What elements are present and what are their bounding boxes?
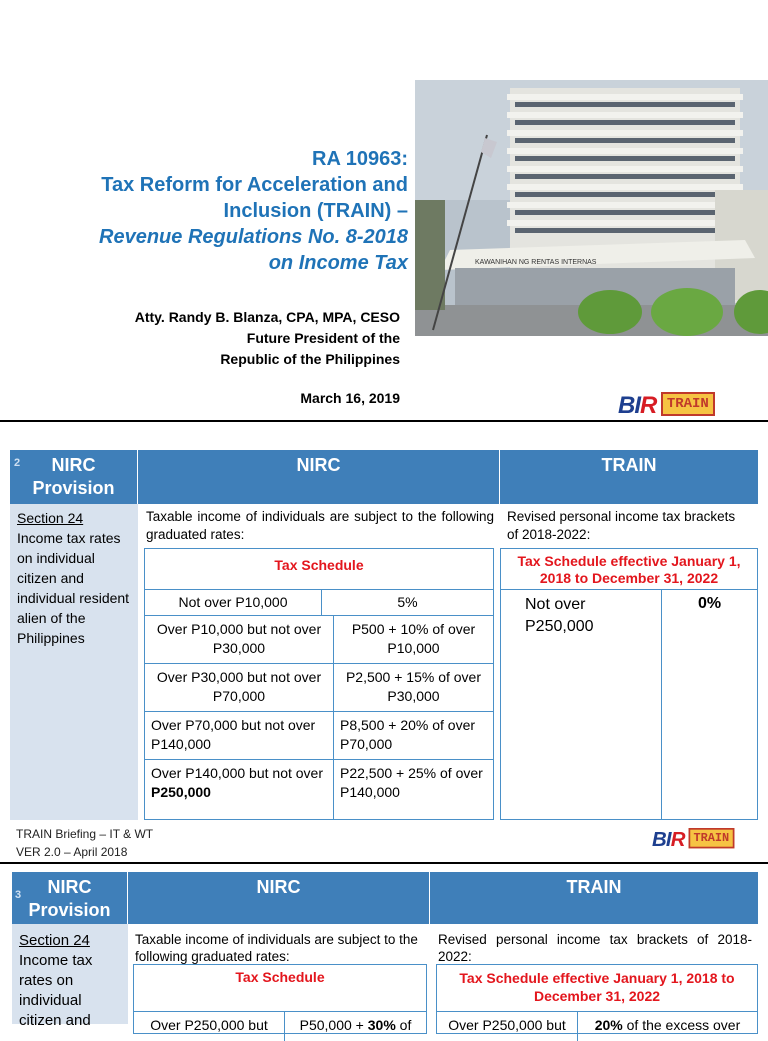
rate-cell: 0%	[697, 595, 722, 612]
rate-text: of the excess over	[622, 1017, 741, 1033]
slide2-header-provision	[10, 450, 138, 504]
slide2-section-label: Section 24	[17, 510, 84, 526]
table-row	[134, 1011, 426, 1041]
table-row	[145, 589, 493, 615]
author-block	[135, 307, 400, 370]
slide3-train-schedule-title: Tax Schedule effective January 1, 2018 to December 31, 2022	[459, 970, 735, 1004]
slide3-header-nirc	[128, 872, 430, 924]
slide3-number: 3	[15, 889, 22, 901]
bir-train-logo	[618, 392, 715, 422]
rate-text-suffix: of	[395, 1017, 412, 1033]
slide3-section-label: Section 24	[19, 932, 90, 949]
bir-letter-i: I	[634, 392, 641, 419]
author-name: Atty. Randy B. Blanza, CPA, MPA, CESO	[134, 309, 400, 325]
slide3-header-train-label: TRAIN	[566, 877, 622, 897]
bracket-cell: Not over P250,000	[501, 590, 662, 819]
rate-bold-percent: 20%	[594, 1017, 623, 1033]
bir-letter-i: I	[665, 828, 671, 851]
rate-cell: P22,500 + 25% of over P140,000	[340, 765, 483, 800]
bracket-cell: Over P10,000 but not over P30,000	[145, 616, 334, 663]
bracket-text: Over P140,000 but not over	[151, 765, 323, 781]
slide2-header-train	[500, 450, 758, 504]
bir-logo	[618, 392, 656, 419]
bracket-cell: Over P30,000 but not over P70,000	[145, 664, 334, 711]
slide2-nirc-schedule-title: Tax Schedule	[274, 557, 364, 573]
slide2-train-intro: Revised personal income tax brackets of 2018-2022:	[507, 509, 736, 542]
table-row	[145, 759, 493, 819]
table-row	[145, 711, 493, 759]
bracket-bold-amount: P250,000	[151, 784, 211, 800]
slide2-footer	[16, 825, 153, 861]
slide2-nirc-schedule-table	[144, 548, 494, 820]
title-line-2: Tax Reform for Acceleration and	[101, 174, 408, 196]
train-logo: TRAIN	[688, 828, 734, 848]
title-line-3: Inclusion (TRAIN) –	[223, 200, 408, 222]
slide3-header-provision	[12, 872, 128, 924]
bir-building-photo	[415, 80, 768, 336]
title-line-4: Revenue Regulations No. 8-2018	[99, 226, 408, 248]
slide2-nirc-intro: Taxable income of individuals are subject to the following graduated rates:	[146, 509, 494, 542]
bracket-cell: Over P250,000 but	[437, 1012, 578, 1041]
rate-bold-percent: 30%	[367, 1017, 396, 1033]
bir-letter-r: R	[640, 392, 657, 419]
bir-letter-b: B	[652, 828, 666, 851]
slide2-header-provision-label: NIRC Provision	[32, 455, 115, 498]
rate-text: P50,000 +	[299, 1017, 368, 1033]
slide3-provision-text: Income tax rates on individual citizen and	[19, 952, 93, 1029]
building-illustration	[415, 80, 768, 336]
slide2-train-schedule-title: Tax Schedule effective January 1, 2018 to December 31, 2022	[517, 553, 741, 586]
rate-cell: P500 + 10% of over P10,000	[351, 621, 476, 656]
slide2-bir-train-logo	[652, 828, 734, 854]
bracket-cell: Over P250,000 but	[134, 1012, 285, 1041]
bracket-cell	[145, 760, 334, 819]
title-line-5: on Income Tax	[268, 252, 408, 274]
footer-line-1: TRAIN Briefing – IT & WT	[16, 827, 154, 841]
title-line-1: RA 10963:	[312, 148, 408, 170]
footer-line-2: VER 2.0 – April 2018	[16, 845, 128, 859]
slide2-header-train-label: TRAIN	[601, 455, 657, 475]
slide3-train-intro: Revised personal income tax brackets of 2018-2022:	[438, 932, 752, 964]
train-logo: TRAIN	[661, 392, 715, 416]
slide3-nirc-intro: Taxable income of individuals are subject to the following graduated rates:	[135, 932, 418, 964]
slide3-provision-cell	[19, 931, 123, 1031]
slide2-provision-text: Income tax rates on individual citizen and individual resident alien of the Philippines	[17, 530, 130, 646]
rate-cell: P2,500 + 15% of over P30,000	[345, 669, 482, 704]
bir-logo	[652, 828, 685, 851]
slide2-provision-cell	[17, 508, 132, 648]
slide3-header-provision-label: NIRC Provision	[28, 877, 111, 920]
rate-cell: P8,500 + 20% of over P70,000	[340, 717, 476, 752]
building-sign: KAWANIHAN NG RENTAS INTERNAS	[475, 259, 597, 266]
slide3-nirc-schedule-title: Tax Schedule	[235, 969, 325, 985]
table-row	[145, 615, 493, 663]
table-row	[145, 663, 493, 711]
slide2-header-nirc-label: NIRC	[296, 455, 341, 475]
slide2-train-schedule-table	[500, 548, 758, 820]
rate-cell	[578, 1012, 757, 1041]
bracket-cell: Over P70,000 but not over P140,000	[145, 712, 334, 759]
rate-cell	[285, 1012, 426, 1041]
presentation-title	[99, 146, 408, 276]
bir-letter-b: B	[618, 392, 635, 419]
presentation-date: March 16, 2019	[300, 390, 400, 406]
table-row	[437, 1011, 757, 1041]
bir-letter-r: R	[670, 828, 685, 851]
slide-divider	[0, 862, 768, 864]
rate-cell: 5%	[397, 594, 418, 610]
author-role-line-1: Future President of the	[246, 330, 400, 346]
slide2-header-nirc	[138, 450, 500, 504]
bracket-cell: Not over P10,000	[145, 590, 322, 615]
author-role-line-2: Republic of the Philippines	[220, 351, 400, 367]
slide3-header-train	[430, 872, 758, 924]
slide3-header-nirc-label: NIRC	[256, 877, 301, 897]
table-row	[501, 589, 757, 819]
slide-divider	[0, 420, 768, 422]
slide2-number: 2	[14, 457, 21, 469]
